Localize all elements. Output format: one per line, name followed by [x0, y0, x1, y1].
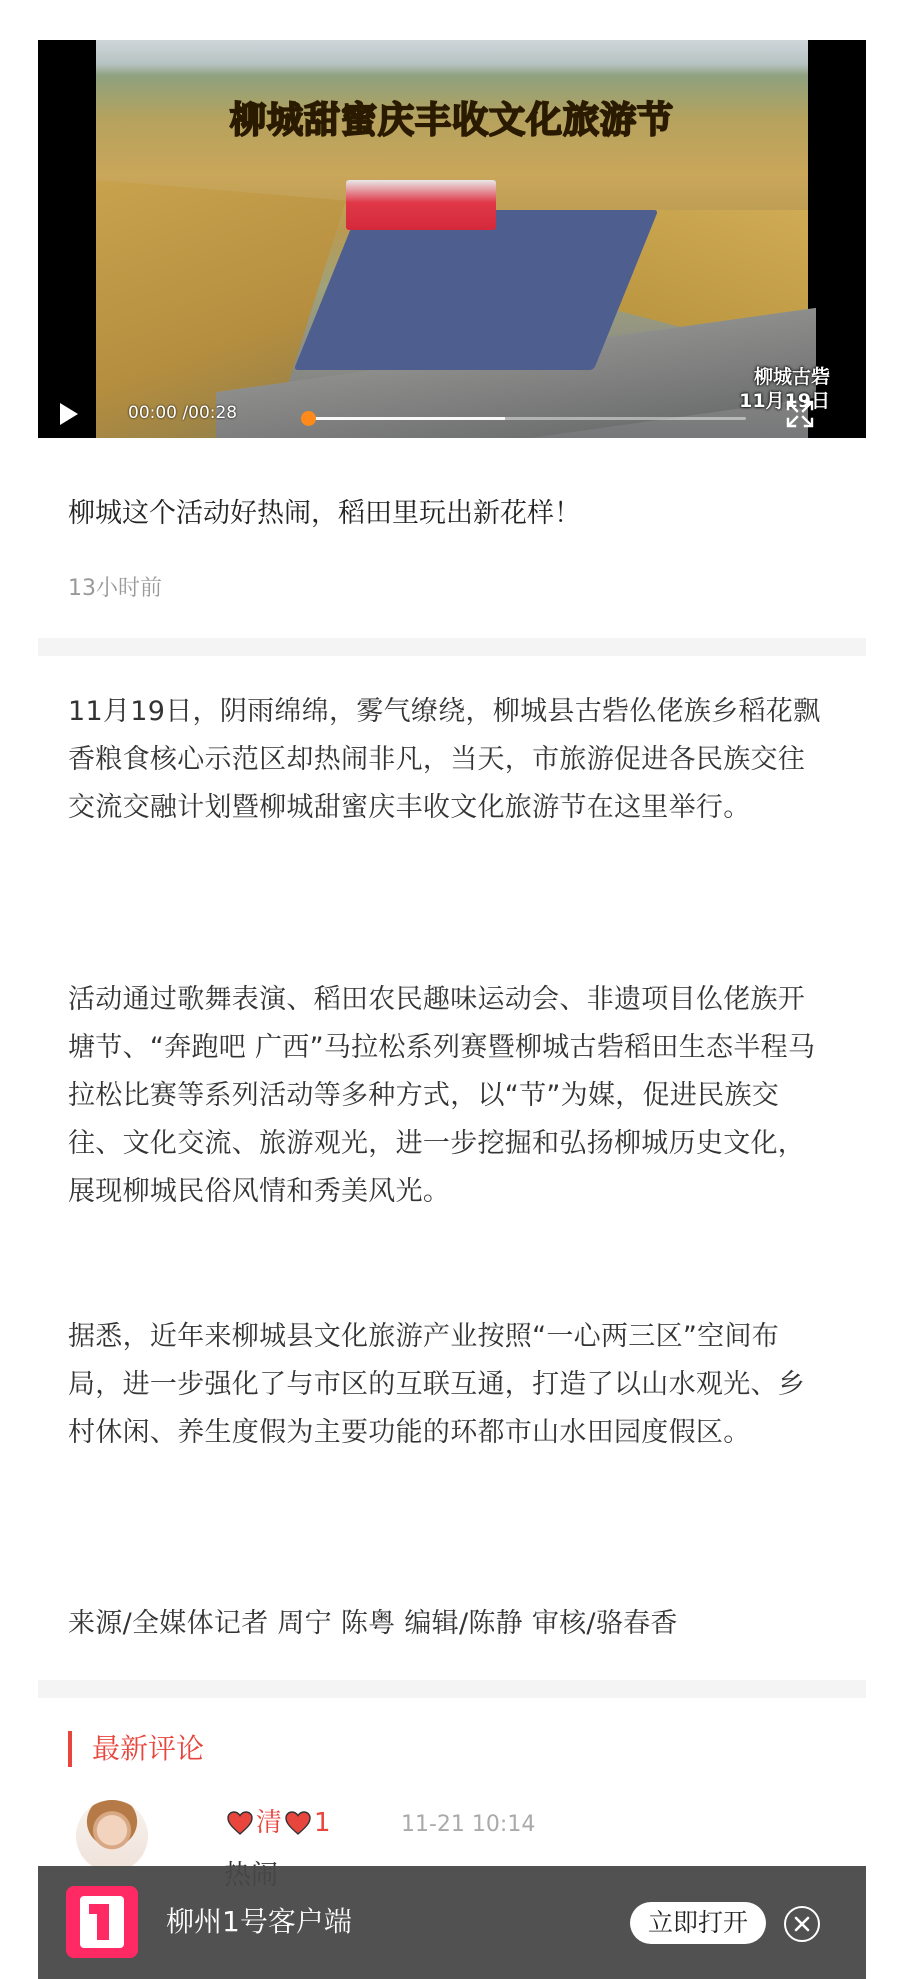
heart-icon — [284, 1810, 312, 1836]
heart-icon — [226, 1810, 254, 1836]
play-icon[interactable] — [60, 403, 78, 425]
app-logo-mark — [89, 1904, 99, 1914]
section-divider — [38, 638, 866, 656]
comment-user-name-text: 清 — [256, 1808, 283, 1838]
article-time-ago: 13小时前 — [68, 576, 162, 601]
article-credits: 来源/全媒体记者 周宁 陈粤 编辑/陈静 审核/骆春香 — [68, 1608, 678, 1639]
video-player[interactable] — [38, 40, 866, 438]
comments-section-title: 最新评论 — [68, 1731, 204, 1767]
section-divider — [38, 1680, 866, 1698]
fullscreen-icon[interactable] — [786, 400, 814, 428]
video-frame[interactable] — [96, 40, 808, 438]
article-paragraph: 活动通过歌舞表演、稻田农民趣味运动会、非遗项目仫佬族开塘节、“奔跑吧 广西”马拉松系列赛暨柳城古砦稻田生态半程马拉松比赛等系列活动等多种方式，以“节”为媒，促进民族交往、文化交流、旅游观光，进一步挖掘和弘扬柳城历史文化，展现柳城民俗风情和秀美风光。 — [68, 984, 816, 1207]
video-watermark-location: 柳城古砦 — [753, 366, 830, 388]
close-banner-button[interactable] — [784, 1906, 820, 1942]
video-title-overlay: 柳城甜蜜庆丰收文化旅游节 — [229, 100, 674, 141]
article-page — [38, 0, 866, 1979]
app-logo-inner — [80, 1896, 124, 1948]
article-paragraph: 11月19日，阴雨绵绵，雾气缭绕，柳城县古砦仫佬族乡稻花飘香粮食核心示范区却热闹非凡，当天，市旅游促进各民族交往交流交融计划暨柳城甜蜜庆丰收文化旅游节在这里举行。 — [68, 696, 821, 823]
video-time-readout: 00:00 /00:28 — [128, 403, 238, 423]
app-name: 柳州1号客户端 — [166, 1905, 352, 1938]
article-paragraph: 据悉，近年来柳城县文化旅游产业按照“一心两三区”空间布局，进一步强化了与市区的互联互通，打造了以山水观光、乡村休闲、养生度假为主要功能的环都市山水田园度假区。 — [68, 1321, 806, 1448]
video-watermark-date: 11月19日 — [739, 390, 830, 412]
app-download-banner[interactable] — [38, 1866, 866, 1979]
app-logo-icon[interactable] — [66, 1886, 138, 1958]
comment-user-name[interactable] — [224, 1806, 331, 1840]
article-headline: 柳城这个活动好热闹，稻田里玩出新花样！ — [68, 498, 581, 529]
open-app-button[interactable]: 立即打开 — [630, 1902, 766, 1944]
video-scene-stage — [346, 180, 496, 230]
close-icon — [786, 1908, 818, 1940]
video-progress-bar[interactable] — [308, 417, 746, 420]
comment-time: 11-21 10:14 — [401, 1812, 536, 1837]
avatar[interactable] — [76, 1800, 148, 1872]
video-progress-handle[interactable] — [301, 411, 316, 426]
video-watermark — [739, 365, 830, 413]
comment-user-name-suffix: 1 — [314, 1808, 331, 1838]
